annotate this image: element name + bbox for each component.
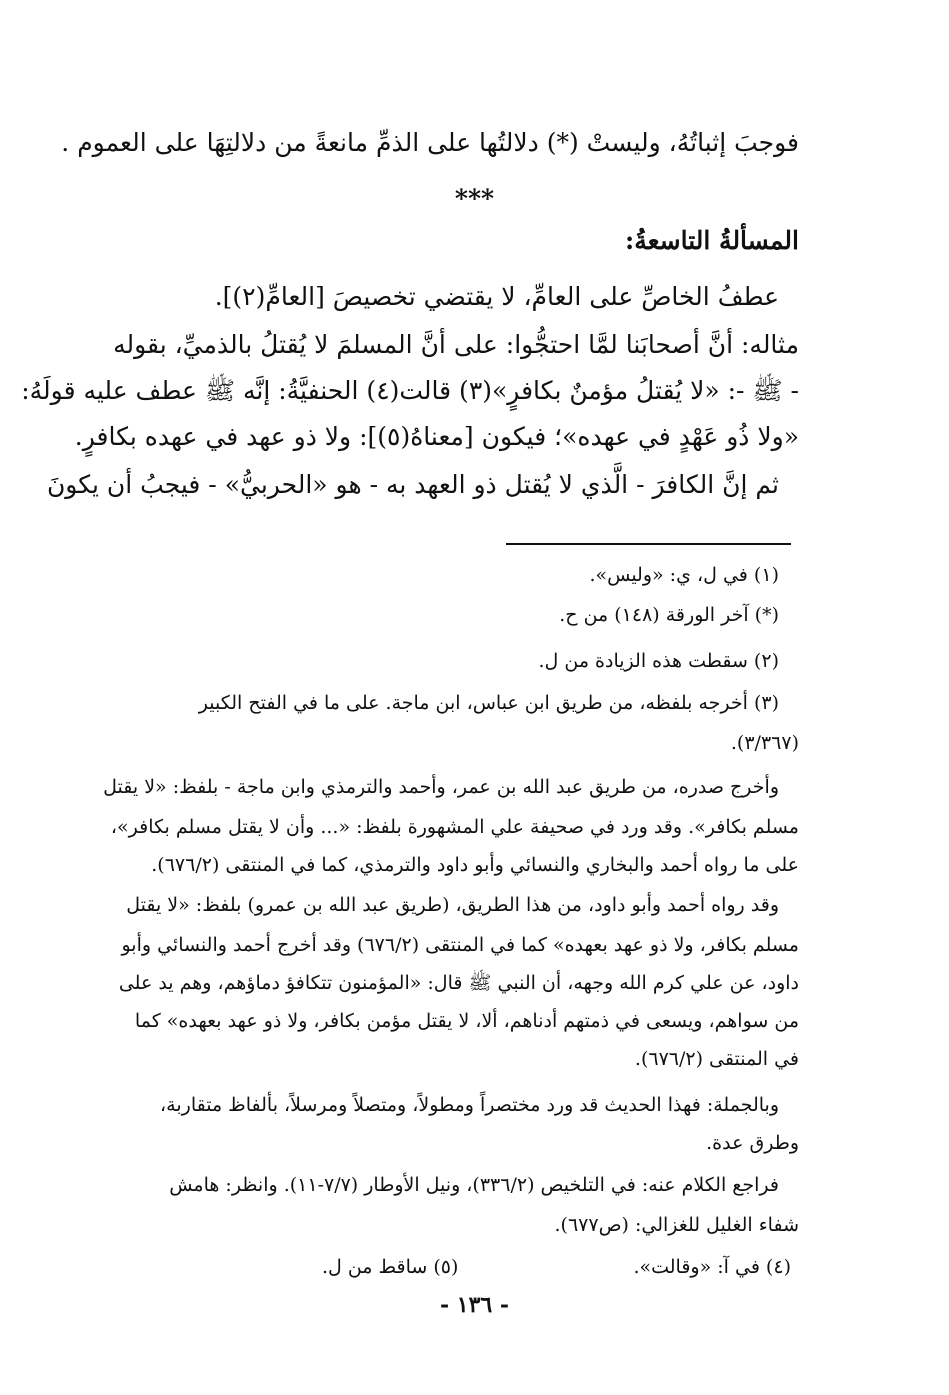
footnote-text-line: من سواهم، ويسعى في ذمتهم أدناهم، ألا، لا يقتل مؤمن بكافر، ولا ذو عهد بعهده» كما [134, 1010, 799, 1032]
footnote-5: (٥) ساقط من ل. [321, 1256, 459, 1278]
paragraph-line-2: - ﷺ -: «لا يُقتلُ مؤمنٌ بكافرٍ»(٣) قالت(٤) الحنفيَّةُ: إنَّه ﷺ عطف عليه قولَهُ: [21, 376, 799, 405]
footnote-4: (٤) في آ: «وقالت». [633, 1256, 791, 1278]
paragraph-line-4: ثم إنَّ الكافرَ - الَّذي لا يُقتل ذو العهد به - هو «الحربيُّ» - فيجبُ أن يكونَ [46, 470, 779, 499]
footnote-text-line: فراجع الكلام عنه: في التلخيص (٣٣٦/٢)، ونيل الأوطار (٧/٧-١١). وانظر: هامش [169, 1174, 779, 1196]
footnote-text-line: داود، عن علي كرم الله وجهه، أن النبي ﷺ قال: «المؤمنون تتكافؤ دماؤهم، وهم يد على [118, 972, 799, 994]
footnote-3: (٣) أخرجه بلفظه، من طريق ابن عباس، ابن ماجة. على ما في الفتح الكبير [198, 692, 779, 714]
page-number: - ١٣٦ - [439, 1292, 510, 1318]
footnote-text-line: وطرق عدة. [706, 1132, 799, 1154]
main-text-line-1: فوجبَ إثباتُهُ، وليستْ (*) دلالتُها على الذمِّ مانعةً من دلالتِهَا على العموم . [61, 128, 799, 157]
footnote-text-line: شفاء الغليل للغزالي: (ص٦٧٧). [554, 1214, 799, 1236]
footnote-divider [506, 543, 791, 545]
rule-statement: عطفُ الخاصِّ على العامِّ، لا يقتضي تخصيصَ [العامِّ(٢)]. [214, 282, 779, 311]
footnote-text-line: وأخرج صدره، من طريق عبد الله بن عمر، وأحمد والترمذي وابن ماجة - بلفظ: «لا يقتل [103, 776, 779, 798]
footnote-3-ref: (٣/٣٦٧). [730, 732, 799, 754]
footnote-text-line: في المنتقى (٦٧٦/٢). [634, 1048, 799, 1070]
footnote-star: (*) آخر الورقة (١٤٨) من ح. [559, 604, 779, 626]
section-heading: المسألةُ التاسعةُ: [624, 226, 799, 255]
paragraph-line-1: مثاله: أنَّ أصحابَنا لمَّا احتجُّوا: على أنَّ المسلمَ لا يُقتلُ بالذميِّ، بقوله [113, 330, 799, 359]
footnote-1: (١) في ل، ي: «وليس». [589, 564, 779, 586]
footnote-2: (٢) سقطت هذه الزيادة من ل. [538, 650, 779, 672]
footnote-text-line: مسلم بكافر». وقد ورد في صحيفة علي المشهورة بلفظ: «... وأن لا يقتل مسلم بكافر»، [110, 816, 799, 838]
footnote-text-line: على ما رواه أحمد والبخاري والنسائي وأبو داود والترمذي، كما في المنتقى (٦٧٦/٢). [151, 854, 799, 876]
paragraph-line-3: «ولا ذُو عَهْدٍ في عهده»؛ فيكون [معناهُ(٥)]: ولا ذو عهد في عهده بكافرٍ. [74, 422, 799, 451]
footnote-text-line: مسلم بكافر، ولا ذو عهد بعهده» كما في المنتقى (٦٧٦/٢) وقد أخرج أحمد والنسائي وأبو [121, 934, 799, 956]
footnote-text-line: وبالجملة: فهذا الحديث قد ورد مختصراً ومطولاً، ومتصلاً ومرسلاً، بألفاظ متقاربة، [160, 1094, 779, 1116]
footnote-last-row [120, 1252, 791, 1282]
section-separator: *** [454, 184, 495, 213]
footnote-text-line: وقد رواه أحمد وأبو داود، من هذا الطريق، (طريق عبد الله بن عمرو) بلفظ: «لا يقتل [126, 894, 779, 916]
